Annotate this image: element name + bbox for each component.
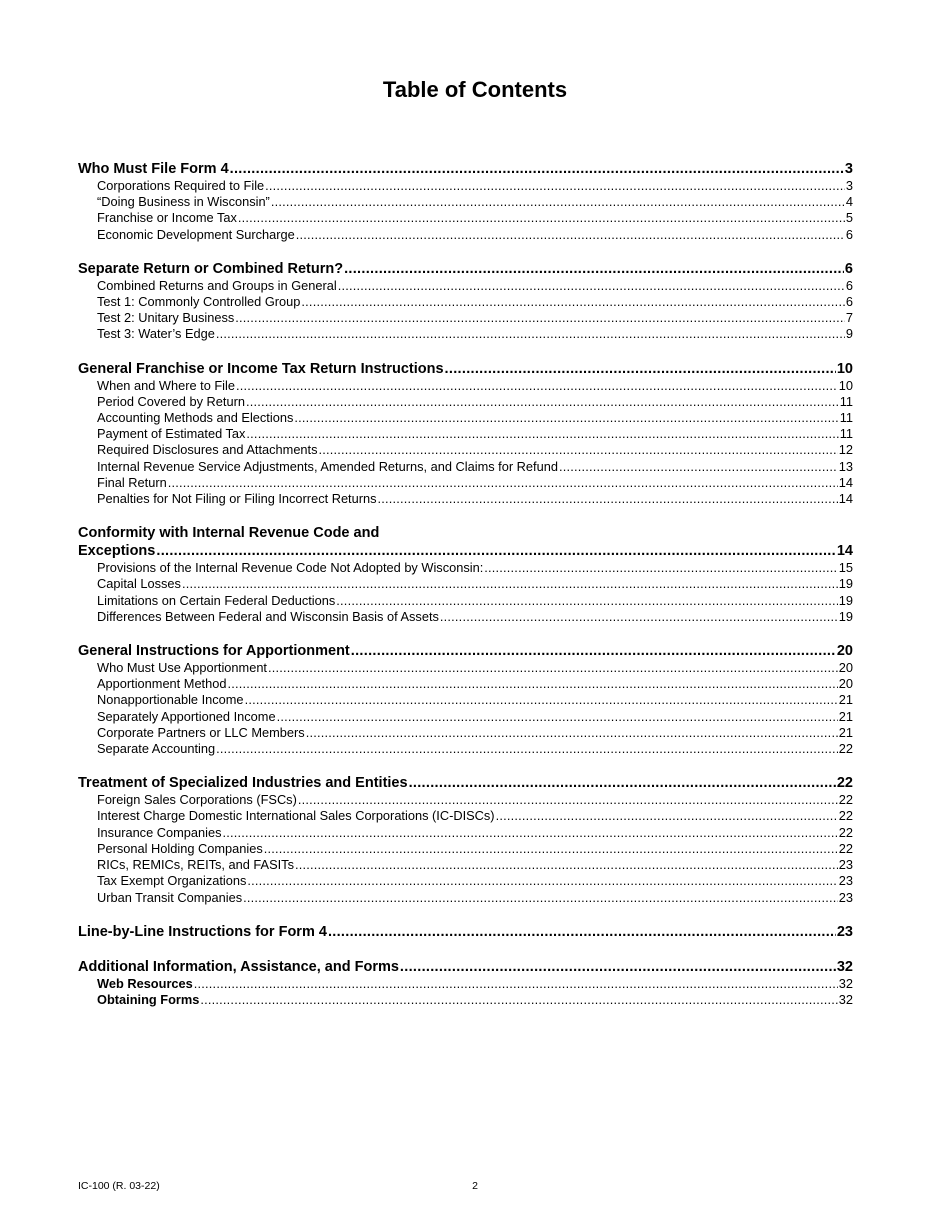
dot-leader [200, 992, 837, 1008]
toc-entry-label: Nonapportionable Income [97, 692, 244, 708]
dot-leader [271, 194, 845, 210]
toc-entry-label: Capital Losses [97, 576, 181, 592]
toc-entry-page: 9 [845, 326, 853, 342]
dot-leader [246, 394, 839, 410]
toc-section-heading[interactable] [78, 260, 853, 278]
toc-entry-page: 20 [838, 676, 853, 692]
dot-leader [559, 459, 838, 475]
toc-entry[interactable] [78, 593, 853, 609]
toc-entry-page: 10 [838, 377, 853, 393]
toc-entry-page: 14 [838, 474, 853, 490]
toc-heading-page: 6 [844, 260, 853, 277]
toc-entry[interactable] [78, 709, 853, 725]
dot-leader [246, 426, 838, 442]
dot-leader [265, 178, 845, 194]
toc-section [78, 160, 853, 243]
dot-leader [445, 360, 836, 378]
dot-leader [484, 560, 838, 576]
toc-entry-label: Corporate Partners or LLC Members [97, 724, 305, 740]
toc-entry-page: 11 [839, 393, 853, 409]
dot-leader [227, 676, 837, 692]
toc-entry-page: 22 [838, 824, 853, 840]
toc-entry-label: Combined Returns and Groups in General [97, 277, 337, 293]
toc-entry-label: Personal Holding Companies [97, 840, 263, 856]
dot-leader [216, 326, 845, 342]
toc-entry-page: 15 [838, 560, 853, 576]
toc-entry-page: 23 [838, 889, 853, 905]
toc-entry-label: Differences Between Federal and Wisconsin Basis of Assets [97, 608, 439, 624]
toc-entry[interactable] [78, 491, 853, 507]
page-number: 2 [472, 1180, 478, 1192]
table-of-contents [78, 160, 853, 1025]
toc-entry-label: Who Must Use Apportionment [97, 660, 267, 676]
dot-leader [319, 442, 838, 458]
toc-entry-label: Corporations Required to File [97, 178, 265, 193]
toc-entry-page: 21 [838, 708, 853, 724]
toc-entry-page: 7 [845, 310, 853, 326]
toc-heading-label: Who Must File Form 4 [78, 161, 229, 177]
toc-entry[interactable] [78, 210, 853, 226]
toc-heading-page: 14 [836, 543, 853, 560]
toc-entry-label: RICs, REMICs, REITs, and FASITs [97, 857, 294, 873]
toc-section [78, 923, 853, 941]
dot-leader [306, 725, 838, 741]
toc-entry[interactable] [78, 410, 853, 426]
toc-heading-label: General Instructions for Apportionment [78, 643, 350, 660]
toc-entry-label: Obtaining Forms [97, 991, 200, 1007]
dot-leader [344, 260, 844, 278]
toc-section-heading[interactable] [78, 542, 853, 560]
toc-entry-label: Apportionment Method [97, 676, 227, 692]
toc-entry[interactable] [78, 326, 853, 342]
toc-entry[interactable] [78, 227, 853, 243]
toc-entry[interactable] [78, 841, 853, 857]
toc-entry-page: 32 [838, 975, 853, 991]
toc-entry-label: Insurance Companies [97, 824, 222, 840]
toc-entry-label: Urban Transit Companies [97, 889, 243, 905]
toc-entry[interactable] [78, 394, 853, 410]
dot-leader [496, 808, 838, 824]
toc-heading-page: 22 [836, 775, 853, 792]
toc-section [78, 958, 853, 1008]
dot-leader [336, 593, 837, 609]
toc-entry[interactable] [78, 194, 853, 210]
toc-section-heading[interactable] [78, 774, 853, 792]
toc-entry-label: Payment of Estimated Tax [97, 426, 246, 442]
toc-section-heading[interactable] [78, 958, 853, 976]
toc-entry[interactable] [78, 576, 853, 592]
dot-leader [230, 160, 844, 178]
toc-entry[interactable] [78, 178, 853, 194]
toc-entry-page: 19 [838, 592, 853, 608]
toc-entry-page: 22 [838, 808, 853, 824]
toc-entry-page: 6 [845, 277, 853, 293]
toc-entry[interactable] [78, 741, 853, 757]
toc-entry-label: Test 3: Water’s Edge [97, 326, 215, 342]
toc-heading-label: Additional Information, Assistance, and Forms [78, 958, 399, 975]
toc-entry[interactable] [78, 442, 853, 458]
toc-entry[interactable] [78, 475, 853, 491]
dot-leader [182, 576, 838, 592]
toc-entry[interactable] [78, 857, 853, 873]
toc-entry[interactable] [78, 676, 853, 692]
toc-section [78, 642, 853, 757]
toc-entry[interactable] [78, 459, 853, 475]
toc-heading-label: Line-by-Line Instructions for Form 4 [78, 923, 327, 940]
toc-entry-page: 5 [845, 210, 853, 226]
toc-entry-label: Required Disclosures and Attachments [97, 442, 318, 458]
toc-entry-page: 23 [838, 873, 853, 889]
toc-entry-label: Internal Revenue Service Adjustments, Amended Returns, and Claims for Refund [97, 458, 558, 474]
dot-leader [277, 709, 838, 725]
dot-leader [328, 923, 836, 941]
dot-leader [378, 491, 838, 507]
toc-entry-label: Separately Apportioned Income [97, 708, 276, 724]
toc-heading-page: 20 [836, 643, 853, 660]
toc-heading-page: 32 [836, 958, 853, 975]
dot-leader [338, 278, 845, 294]
toc-section [78, 360, 853, 508]
toc-entry[interactable] [78, 426, 853, 442]
dot-leader [400, 958, 836, 976]
dot-leader [298, 792, 838, 808]
toc-entry-page: 22 [838, 741, 853, 757]
toc-section-heading[interactable] [78, 160, 853, 178]
dot-leader [264, 841, 838, 857]
toc-heading-label: General Franchise or Income Tax Return Instructions [78, 360, 444, 377]
toc-entry-page: 19 [838, 576, 853, 592]
toc-section-heading[interactable] [78, 642, 853, 660]
form-id: IC-100 (R. 03-22) [78, 1180, 160, 1192]
dot-leader [268, 660, 838, 676]
toc-entry-label: Web Resources [97, 975, 193, 991]
toc-entry-page: 21 [838, 724, 853, 740]
dot-leader [236, 378, 838, 394]
toc-entry-page: 13 [838, 458, 853, 474]
toc-entry[interactable] [78, 278, 853, 294]
toc-entry-page: 3 [845, 178, 853, 193]
toc-entry-label: Final Return [97, 474, 167, 490]
toc-entry-page: 19 [838, 608, 853, 624]
dot-leader [409, 774, 836, 792]
toc-heading-page: 23 [836, 923, 853, 940]
dot-leader [294, 410, 838, 426]
toc-entry-label: Separate Accounting [97, 741, 216, 757]
toc-entry-label: Interest Charge Domestic International Sales Corporations (IC-DISCs) [97, 808, 495, 824]
dot-leader [296, 227, 845, 243]
dot-leader [216, 741, 838, 757]
dot-leader [168, 475, 838, 491]
toc-entry-page: 23 [838, 857, 853, 873]
toc-entry-label: Tax Exempt Organizations [97, 873, 247, 889]
toc-entry-label: Foreign Sales Corporations (FSCs) [97, 792, 297, 808]
toc-heading-label: Exceptions [78, 543, 156, 560]
toc-entry-page: 4 [845, 194, 853, 210]
toc-heading-page: 10 [836, 360, 853, 377]
toc-entry-page: 12 [838, 442, 853, 458]
toc-entry-page: 21 [838, 692, 853, 708]
toc-section [78, 260, 853, 343]
toc-heading-label: Separate Return or Combined Return? [78, 260, 344, 277]
toc-entry[interactable] [78, 660, 853, 676]
dot-leader [194, 976, 838, 992]
toc-entry[interactable] [78, 808, 853, 824]
toc-section-heading-line: Conformity with Internal Revenue Code and [78, 525, 380, 542]
toc-entry-page: 22 [838, 840, 853, 856]
toc-entry-page: 6 [845, 226, 853, 242]
toc-entry-label: Test 2: Unitary Business [97, 310, 235, 326]
toc-entry-page: 32 [838, 991, 853, 1007]
dot-leader [235, 310, 845, 326]
toc-entry[interactable] [78, 692, 853, 708]
toc-entry[interactable] [78, 873, 853, 889]
toc-entry[interactable] [78, 294, 853, 310]
toc-entry[interactable] [78, 310, 853, 326]
dot-leader [238, 210, 845, 226]
page-title: Table of Contents [382, 77, 568, 102]
toc-entry-page: 22 [838, 792, 853, 808]
dot-leader [243, 890, 838, 906]
toc-heading-label: Treatment of Specialized Industries and Entities [78, 775, 408, 792]
toc-entry[interactable] [78, 560, 853, 576]
toc-entry[interactable] [78, 609, 853, 625]
toc-entry-label: Test 1: Commonly Controlled Group [97, 294, 301, 310]
toc-entry-label: Provisions of the Internal Revenue Code Not Adopted by Wisconsin: [97, 560, 484, 576]
toc-entry-page: 14 [838, 491, 853, 507]
toc-entry[interactable] [78, 992, 853, 1008]
dot-leader [222, 825, 837, 841]
toc-entry[interactable] [78, 792, 853, 808]
toc-entry-label: When and Where to File [97, 377, 235, 393]
toc-section-heading[interactable] [78, 360, 853, 378]
dot-leader [295, 857, 838, 873]
toc-section-heading[interactable] [78, 923, 853, 941]
toc-entry-label: Penalties for Not Filing or Filing Incorrect Returns [97, 491, 377, 507]
toc-entry-label: Accounting Methods and Elections [97, 410, 294, 426]
toc-section [78, 524, 853, 625]
toc-entry[interactable] [78, 378, 853, 394]
toc-heading-page: 3 [844, 161, 853, 177]
toc-entry-page: 6 [845, 294, 853, 310]
toc-entry-page: 11 [839, 410, 853, 426]
dot-leader [351, 642, 836, 660]
dot-leader [156, 542, 836, 560]
toc-entry-label: “Doing Business in Wisconsin” [97, 194, 270, 210]
toc-entry-label: Period Covered by Return [97, 393, 245, 409]
toc-entry[interactable] [78, 725, 853, 741]
toc-entry[interactable] [78, 890, 853, 906]
toc-entry-label: Limitations on Certain Federal Deductions [97, 592, 336, 608]
toc-entry-label: Franchise or Income Tax [97, 210, 237, 226]
toc-section [78, 774, 853, 905]
dot-leader [245, 692, 838, 708]
toc-entry[interactable] [78, 825, 853, 841]
dot-leader [247, 873, 837, 889]
toc-entry-page: 20 [838, 660, 853, 676]
dot-leader [440, 609, 838, 625]
toc-entry-label: Economic Development Surcharge [97, 226, 295, 242]
toc-entry[interactable] [78, 976, 853, 992]
toc-entry-page: 11 [839, 426, 853, 442]
dot-leader [301, 294, 844, 310]
